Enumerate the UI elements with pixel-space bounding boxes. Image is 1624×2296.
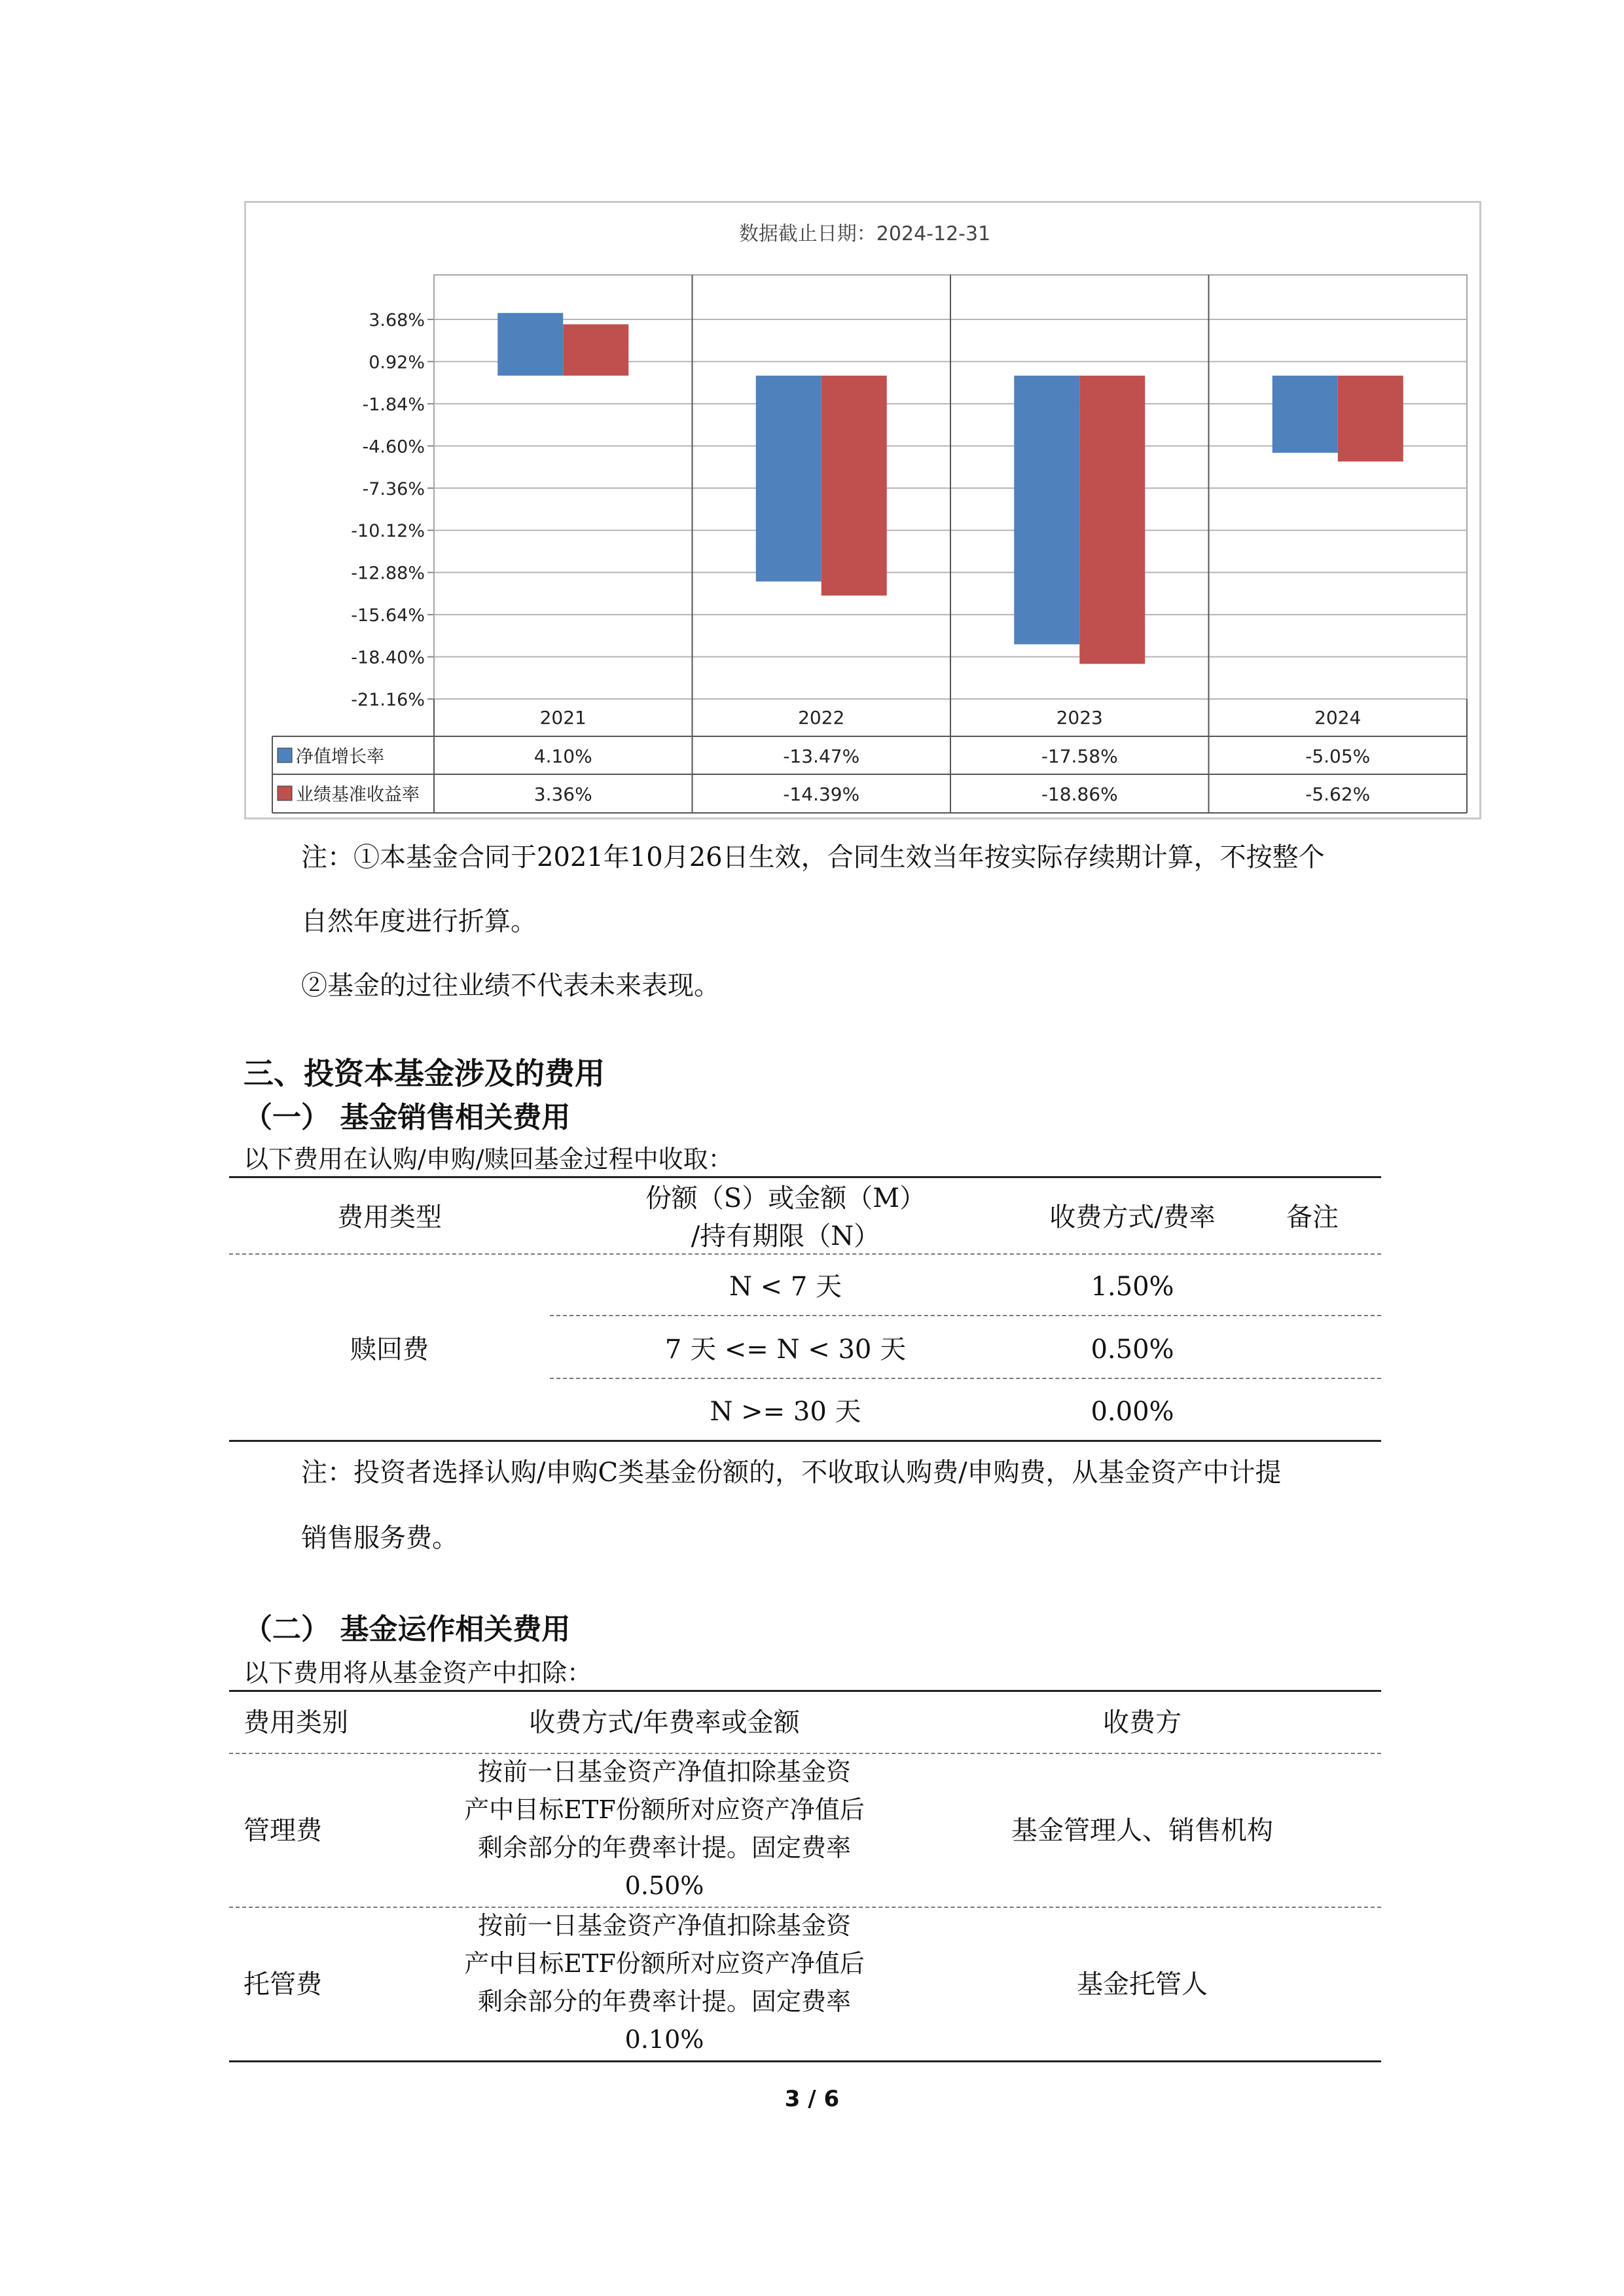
method-line: 按前一日基金资产净值扣除基金资 bbox=[477, 1911, 851, 1940]
subsection-2-intro: 以下费用将从基金资产中扣除： bbox=[244, 1659, 592, 1687]
method-custody-fee bbox=[425, 1907, 903, 2058]
data-label: 3.36% bbox=[533, 783, 592, 805]
legend-label: 业绩基准收益率 bbox=[296, 785, 420, 805]
data-label: -5.05% bbox=[1305, 745, 1371, 767]
x-tick-label: 2023 bbox=[1056, 707, 1103, 728]
fee-type-redemption: 赎回费 bbox=[350, 1335, 429, 1365]
rate-row-1: 1.50% bbox=[1091, 1272, 1174, 1302]
category-management-fee: 管理费 bbox=[244, 1816, 322, 1846]
data-label: -5.62% bbox=[1305, 783, 1371, 805]
y-tick-label: -15.64% bbox=[351, 605, 425, 626]
receiver-management-fee: 基金管理人、销售机构 bbox=[1011, 1816, 1273, 1846]
section-3-title: 三、投资本基金涉及的费用 bbox=[244, 1056, 605, 1091]
data-label: -17.58% bbox=[1041, 745, 1118, 767]
method-line: 0.50% bbox=[624, 1871, 704, 1900]
y-tick-label: -7.36% bbox=[362, 478, 425, 499]
header-share-line-2: /持有期限（N） bbox=[691, 1221, 880, 1251]
header-fee-type: 费用类型 bbox=[337, 1202, 442, 1232]
table-top-rule bbox=[229, 1690, 1381, 1692]
bar-benchmark-2021 bbox=[563, 324, 628, 375]
table-top-rule bbox=[229, 1176, 1381, 1178]
method-line: 按前一日基金资产净值扣除基金资 bbox=[477, 1757, 851, 1786]
bar-benchmark-2024 bbox=[1338, 376, 1403, 461]
data-label: -13.47% bbox=[783, 745, 860, 767]
legend-swatch bbox=[278, 786, 292, 800]
bar-benchmark-2023 bbox=[1079, 376, 1145, 664]
bar-benchmark-2022 bbox=[821, 376, 887, 596]
y-tick-label: -1.84% bbox=[362, 394, 425, 415]
data-label: -14.39% bbox=[783, 783, 860, 805]
y-tick-label: 3.68% bbox=[369, 310, 425, 331]
rate-row-2: 0.50% bbox=[1091, 1335, 1174, 1365]
method-line: 产中目标ETF份额所对应资产净值后 bbox=[464, 1949, 865, 1978]
legend-swatch bbox=[278, 748, 292, 762]
header-receiver: 收费方 bbox=[1103, 1708, 1182, 1738]
row-divider bbox=[550, 1378, 1381, 1379]
x-tick-label: 2024 bbox=[1314, 707, 1362, 728]
method-management-fee bbox=[425, 1753, 903, 1905]
bar-nav-growth-2024 bbox=[1272, 376, 1338, 453]
y-tick-label: -12.88% bbox=[351, 563, 425, 584]
note-2: ②基金的过往业绩不代表未来表现。 bbox=[301, 971, 720, 1001]
receiver-custody-fee: 基金托管人 bbox=[1077, 1969, 1208, 2000]
subsection-1-intro: 以下费用在认购/申购/赎回基金过程中收取： bbox=[244, 1145, 733, 1174]
data-label: -18.86% bbox=[1041, 783, 1118, 805]
header-divider bbox=[229, 1253, 1381, 1255]
subsection-1-note-line-1: 注：投资者选择认购/申购C类基金份额的，不收取认购费/申购费，从基金资产中计提 bbox=[301, 1458, 1282, 1488]
header-share-line-1: 份额（S）或金额（M） bbox=[645, 1183, 926, 1213]
bar-nav-growth-2021 bbox=[497, 313, 563, 376]
method-line: 剩余部分的年费率计提。固定费率 bbox=[477, 1987, 851, 2016]
method-line: 0.10% bbox=[624, 2025, 704, 2054]
bar-chart-svg bbox=[246, 203, 1483, 821]
table-bottom-rule bbox=[229, 2060, 1381, 2062]
header-method: 收费方式/费率 bbox=[1049, 1202, 1216, 1232]
note-1-line-1: 注：①本基金合同于2021年10月26日生效，合同生效当年按实际存续期计算，不按整个 bbox=[301, 842, 1325, 872]
chart-title: 数据截止日期：2024-12-31 bbox=[738, 223, 991, 245]
subsection-1-note-line-2: 销售服务费。 bbox=[301, 1523, 458, 1553]
category-custody-fee: 托管费 bbox=[244, 1969, 322, 2000]
row-divider bbox=[550, 1315, 1381, 1316]
x-tick-label: 2021 bbox=[539, 707, 586, 728]
header-category: 费用类别 bbox=[244, 1708, 348, 1738]
period-row-3: N >= 30 天 bbox=[710, 1397, 861, 1427]
bar-nav-growth-2023 bbox=[1014, 376, 1079, 644]
performance-chart bbox=[244, 201, 1481, 819]
method-line: 产中目标ETF份额所对应资产净值后 bbox=[464, 1795, 865, 1824]
y-tick-label: 0.92% bbox=[369, 352, 425, 373]
period-row-2: 7 天 <= N < 30 天 bbox=[664, 1335, 907, 1365]
bar-nav-growth-2022 bbox=[756, 376, 821, 582]
subsection-1-title: （一） 基金销售相关费用 bbox=[244, 1101, 571, 1134]
method-line: 剩余部分的年费率计提。固定费率 bbox=[477, 1833, 851, 1862]
legend-label: 净值增长率 bbox=[296, 747, 384, 767]
x-tick-label: 2022 bbox=[798, 707, 845, 728]
page-number: 3 / 6 bbox=[784, 2086, 840, 2112]
y-tick-label: -10.12% bbox=[351, 521, 425, 542]
period-row-1: N < 7 天 bbox=[729, 1272, 842, 1302]
header-remark: 备注 bbox=[1286, 1202, 1339, 1232]
data-label: 4.10% bbox=[533, 745, 592, 767]
note-1-line-2: 自然年度进行折算。 bbox=[301, 906, 537, 937]
rate-row-3: 0.00% bbox=[1091, 1397, 1174, 1427]
y-tick-label: -18.40% bbox=[351, 647, 425, 668]
y-tick-label: -4.60% bbox=[362, 437, 425, 457]
y-tick-label: -21.16% bbox=[351, 690, 425, 710]
header-method: 收费方式/年费率或金额 bbox=[529, 1708, 800, 1738]
subsection-2-title: （二） 基金运作相关费用 bbox=[244, 1613, 571, 1646]
table-bottom-rule bbox=[229, 1440, 1381, 1442]
